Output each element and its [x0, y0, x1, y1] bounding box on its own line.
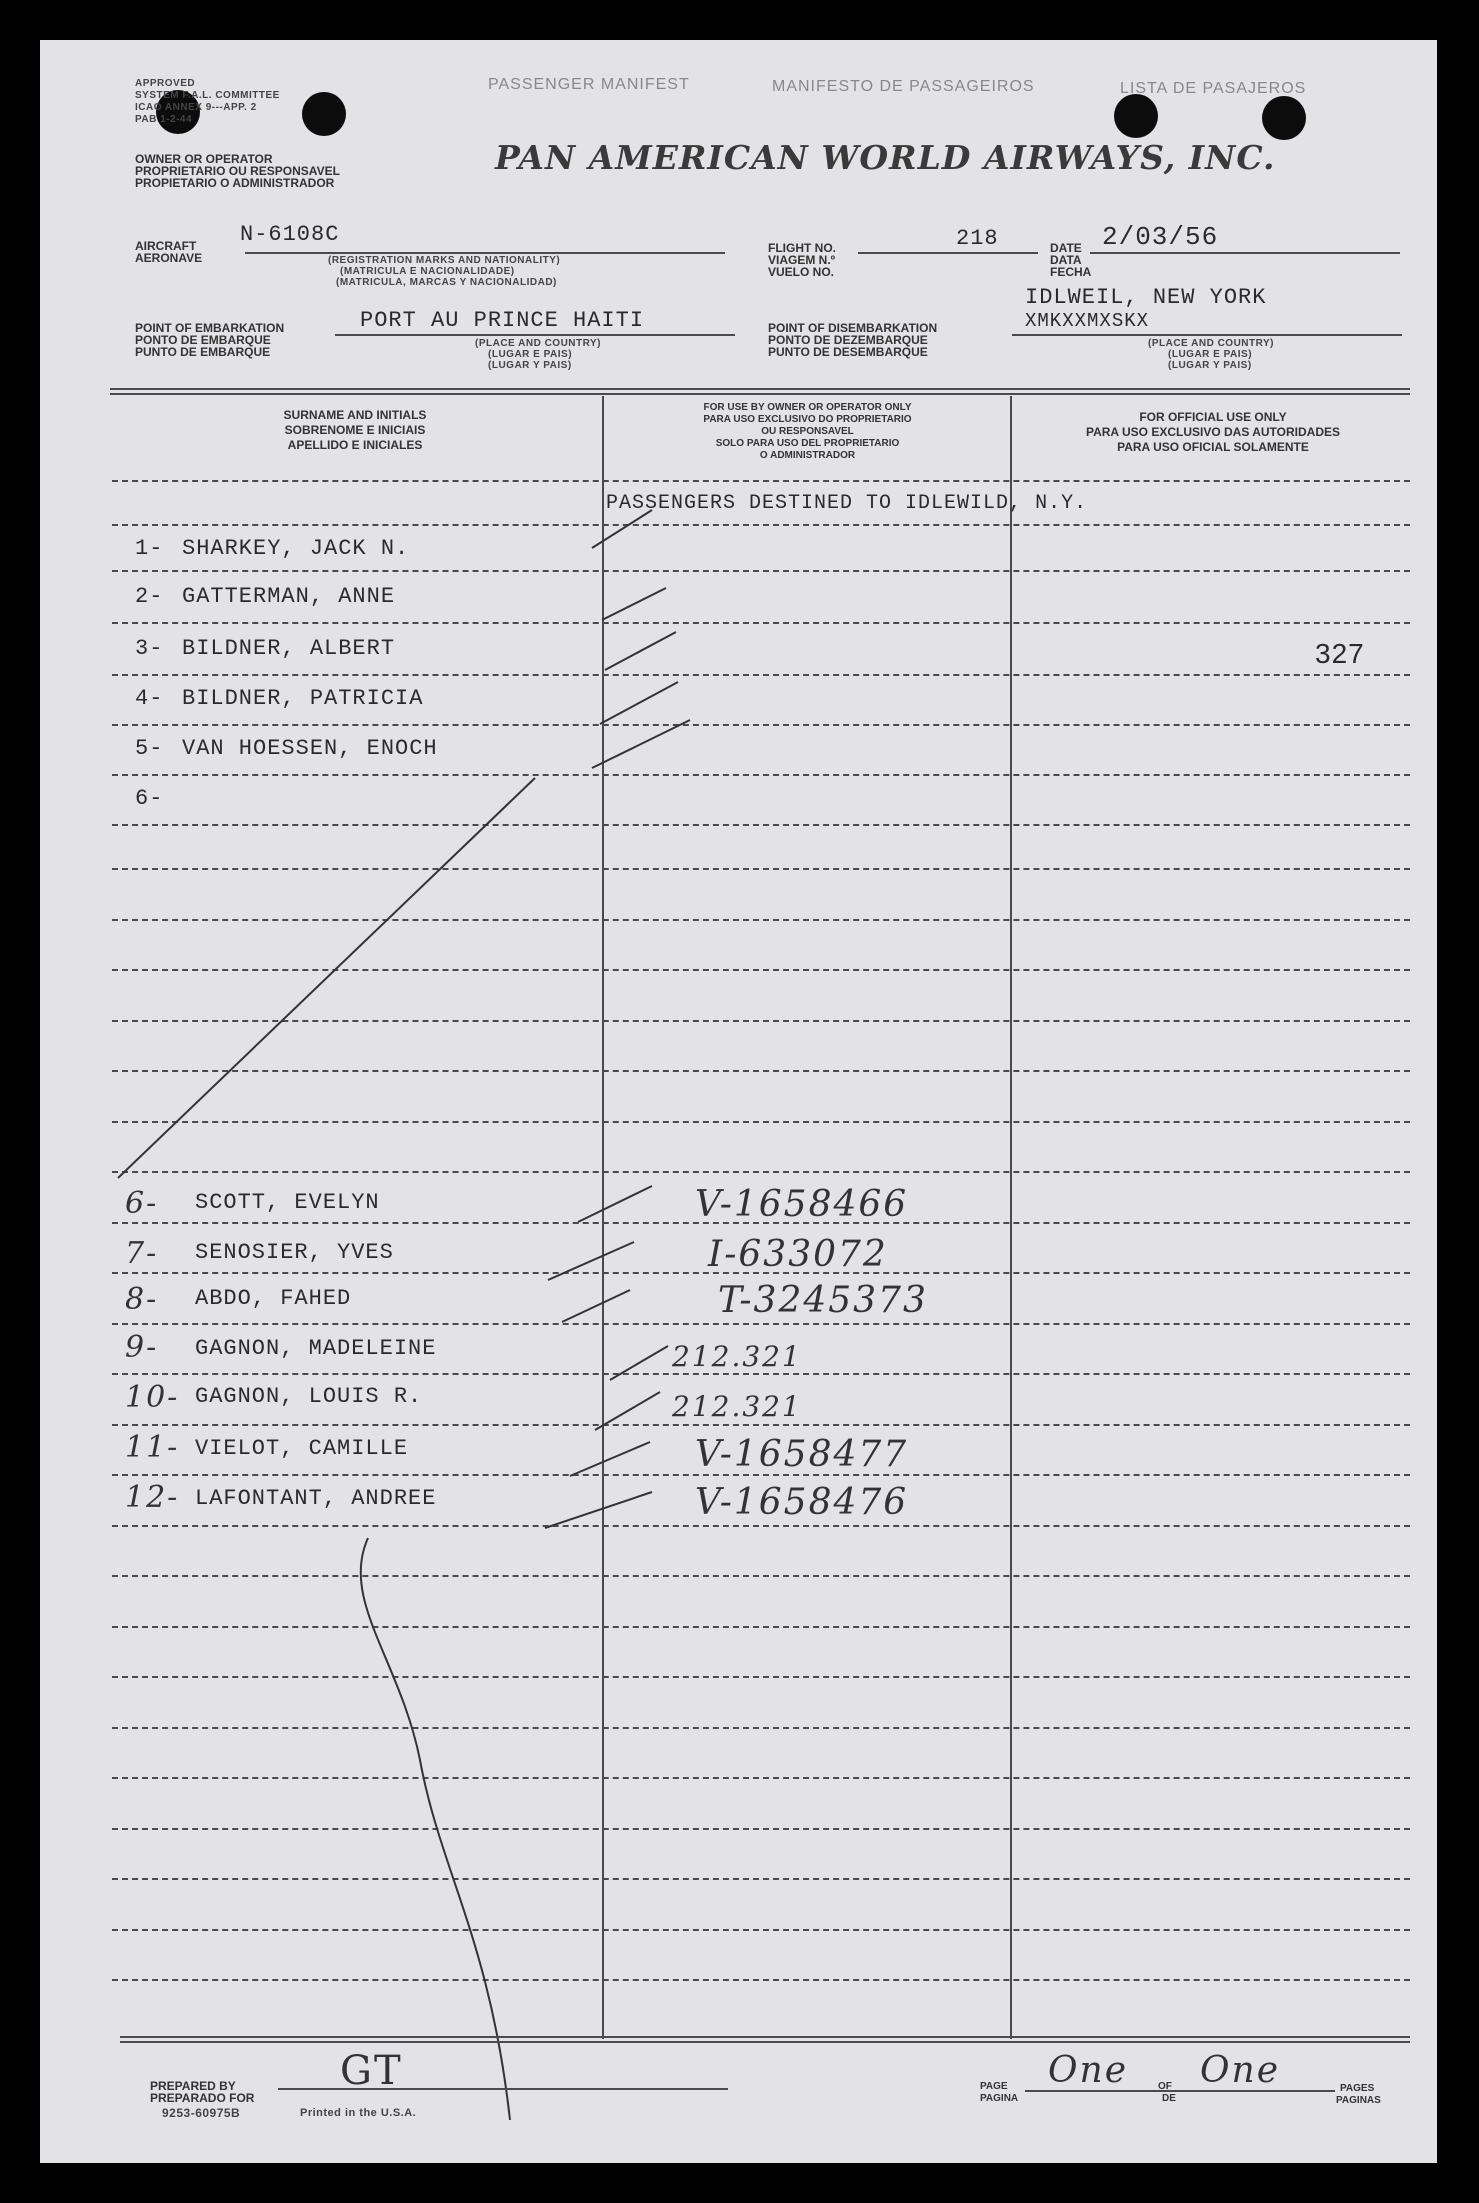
passenger-document: V-1658476	[695, 1482, 909, 1523]
column-header-line: PARA USO EXCLUSIVO DO PROPRIETARIO	[703, 414, 912, 425]
pages-label: PAGINAS	[1336, 2095, 1381, 2106]
passenger-name: BILDNER, ALBERT	[182, 636, 396, 661]
long-pen-stroke	[361, 1538, 510, 2120]
column-header-line: FOR USE BY OWNER OR OPERATOR ONLY	[703, 402, 912, 413]
passenger-number: 5-	[135, 736, 164, 761]
check-mark	[605, 632, 676, 670]
passenger-document: 212.321	[672, 1390, 802, 1423]
table-bottom-rule	[120, 2036, 1410, 2038]
disembarkation-label: PUNTO DE DESEMBARQUE	[768, 345, 928, 359]
check-mark	[562, 1290, 630, 1322]
flight-label: VUELO NO.	[768, 265, 835, 279]
embarkation-sublabel: (PLACE AND COUNTRY)	[475, 338, 601, 349]
passenger-document: 212.321	[672, 1340, 802, 1373]
of-label: DE	[1162, 2093, 1176, 2104]
passenger-number: 10-	[125, 1380, 180, 1415]
passenger-name: ABDO, FAHED	[195, 1286, 352, 1311]
check-mark	[548, 1242, 634, 1280]
check-mark	[600, 682, 678, 724]
column-header-line: PARA USO OFICIAL SOLAMENTE	[1117, 440, 1309, 454]
passenger-number: 6-	[135, 786, 164, 811]
check-mark	[602, 588, 666, 620]
check-mark	[545, 1492, 652, 1528]
check-mark	[610, 1346, 668, 1380]
disembarkation-sublabel: (LUGAR Y PAIS)	[1168, 360, 1252, 371]
passenger-name: GAGNON, MADELEINE	[195, 1336, 437, 1361]
date-label: DATE	[1050, 241, 1082, 255]
owner-label: PROPIETARIO O ADMINISTRADOR	[135, 176, 335, 190]
form-number: 9253-60975B	[162, 2106, 241, 2120]
disembarkation-sublabel: (PLACE AND COUNTRY)	[1148, 338, 1274, 349]
flight-label: FLIGHT NO.	[768, 241, 836, 255]
passenger-name: BILDNER, PATRICIA	[182, 686, 424, 711]
column-header-line: APELLIDO E INICIALES	[287, 438, 423, 452]
header-title-en: PASSENGER MANIFEST	[488, 76, 690, 93]
passenger-number: 9-	[125, 1330, 159, 1365]
page-label: PAGINA	[980, 2093, 1019, 2104]
passenger-name: LAFONTANT, ANDREE	[195, 1486, 437, 1511]
passenger-name: GAGNON, LOUIS R.	[195, 1384, 423, 1409]
aircraft-label: AIRCRAFT	[135, 239, 197, 253]
approval-line: APPROVED	[135, 78, 196, 89]
check-mark	[570, 1442, 650, 1476]
embarkation-value: PORT AU PRINCE HAITI	[360, 308, 645, 333]
column-header-line: SOLO PARA USO DEL PROPRIETARIO	[715, 438, 900, 449]
passenger-number: 3-	[135, 636, 164, 661]
check-mark	[592, 720, 690, 768]
column-header-line: SOBRENOME E INICIAIS	[284, 423, 426, 437]
table-bottom-rule	[120, 2041, 1410, 2043]
passenger-name: VAN HOESSEN, ENOCH	[182, 736, 438, 761]
aircraft-value: N-6108C	[240, 222, 340, 247]
column-header-line: PARA USO EXCLUSIVO DAS AUTORIDADES	[1085, 425, 1341, 439]
manifest-sheet	[40, 40, 1437, 2163]
passenger-document: I-633072	[708, 1234, 888, 1275]
passenger-name: SENOSIER, YVES	[195, 1240, 394, 1265]
check-mark	[592, 510, 652, 548]
pages-label: PAGES	[1340, 2083, 1375, 2094]
disembarkation-value-overstrike: XMKXXMXSKX	[1025, 310, 1150, 332]
passenger-name: VIELOT, CAMILLE	[195, 1436, 409, 1461]
destination-note: PASSENGERS DESTINED TO IDLEWILD, N.Y.	[606, 492, 1088, 515]
passenger-number: 12-	[125, 1480, 180, 1515]
column-header-line: O ADMINISTRADOR	[759, 450, 856, 461]
aircraft-sublabel: (MATRICULA E NACIONALIDADE)	[340, 266, 515, 277]
passenger-name: SHARKEY, JACK N.	[182, 536, 410, 561]
page-underline	[1025, 2090, 1335, 2092]
column-header-line: OU RESPONSAVEL	[761, 426, 854, 437]
header-title-es: LISTA DE PASAJEROS	[1120, 80, 1307, 97]
check-mark	[578, 1186, 652, 1222]
embarkation-label: POINT OF EMBARKATION	[135, 321, 285, 335]
approval-line: ICAO ANNEX 9---APP. 2	[135, 102, 257, 113]
column-header-line: FOR OFFICIAL USE ONLY	[1139, 410, 1287, 424]
approval-line: SYSTEM F.A.L. COMMITTEE	[135, 90, 280, 101]
prepared-by-label: PREPARADO FOR	[150, 2091, 255, 2105]
disembarkation-label: POINT OF DISEMBARKATION	[768, 321, 938, 335]
flight-value: 218	[956, 226, 999, 251]
date-value: 2/03/56	[1102, 222, 1219, 252]
passenger-number: 11-	[125, 1430, 180, 1465]
total-pages: One	[1200, 2050, 1281, 2091]
strike-line	[118, 778, 535, 1178]
passenger-name: GATTERMAN, ANNE	[182, 584, 396, 609]
page-number: One	[1048, 2050, 1129, 2091]
prepared-by-initials: GT	[340, 2048, 403, 2094]
prepared-by-label: PREPARED BY	[150, 2079, 236, 2093]
header-title-pt: MANIFESTO DE PASSAGEIROS	[772, 78, 1035, 95]
printed-note: Printed in the U.S.A.	[300, 2107, 417, 2119]
owner-label: PROPRIETARIO OU RESPONSAVEL	[135, 164, 340, 178]
date-label: DATA	[1050, 253, 1082, 267]
disembarkation-value: IDLWEIL, NEW YORK	[1025, 285, 1267, 310]
check-mark	[595, 1392, 660, 1430]
embarkation-label: PONTO DE EMBARQUE	[135, 333, 271, 347]
passenger-document: V-1658477	[695, 1434, 909, 1475]
passenger-document: V-1658466	[695, 1184, 909, 1225]
column-header-line: SURNAME AND INITIALS	[283, 408, 427, 422]
aircraft-label: AERONAVE	[135, 251, 203, 265]
passenger-document: T-3245373	[718, 1280, 928, 1321]
pen-marks	[40, 40, 1437, 2163]
owner-label: OWNER OR OPERATOR	[135, 152, 273, 166]
passenger-number: 2-	[135, 584, 164, 609]
page-label: PAGE	[980, 2081, 1008, 2092]
of-label: OF	[1158, 2081, 1172, 2092]
date-label: FECHA	[1050, 265, 1092, 279]
aircraft-sublabel: (REGISTRATION MARKS AND NATIONALITY)	[328, 255, 561, 266]
company-name: PAN AMERICAN WORLD AIRWAYS, INC.	[495, 138, 1276, 177]
approval-line: PAB 1-2-44	[135, 114, 193, 125]
disembarkation-label: PONTO DE DEZEMBARQUE	[768, 333, 928, 347]
embarkation-label: PUNTO DE EMBARQUE	[135, 345, 271, 359]
embarkation-sublabel: (LUGAR E PAIS)	[488, 349, 573, 360]
passenger-number: 7-	[125, 1236, 159, 1271]
flight-label: VIAGEM N.º	[768, 253, 836, 267]
passenger-number: 4-	[135, 686, 164, 711]
passenger-number: 1-	[135, 536, 164, 561]
disembarkation-sublabel: (LUGAR E PAIS)	[1168, 349, 1253, 360]
embarkation-sublabel: (LUGAR Y PAIS)	[488, 360, 572, 371]
stamp-number: 327	[1315, 638, 1365, 669]
aircraft-sublabel: (MATRICULA, MARCAS Y NACIONALIDAD)	[336, 277, 557, 288]
passenger-name: SCOTT, EVELYN	[195, 1190, 380, 1215]
passenger-number: 6-	[125, 1186, 159, 1221]
passenger-number: 8-	[125, 1282, 159, 1317]
